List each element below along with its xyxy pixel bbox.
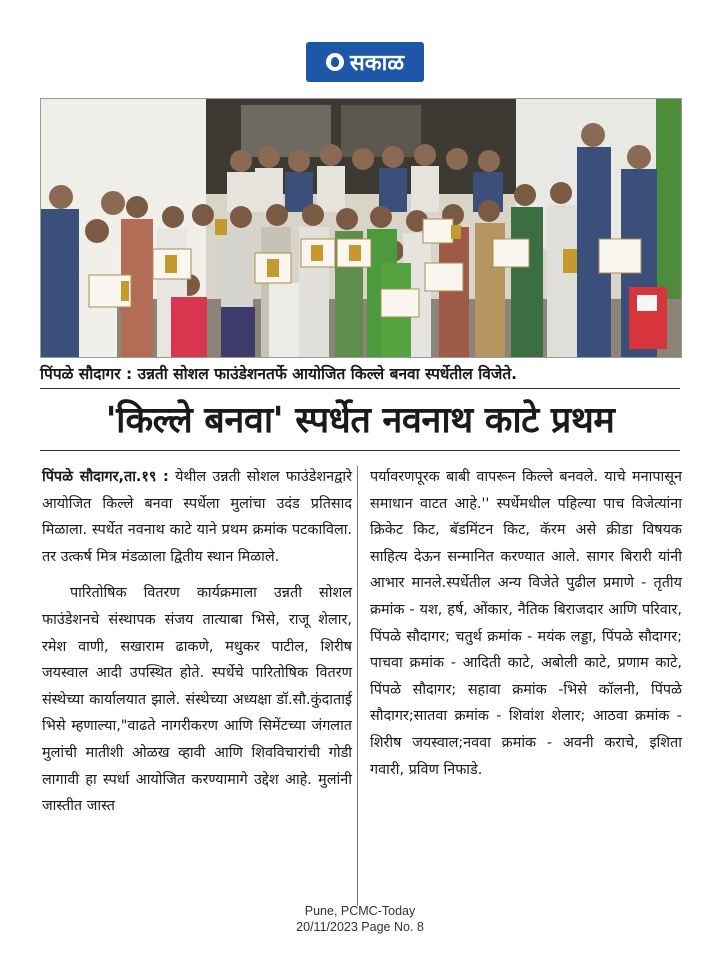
paragraph-1-text: येथील उन्नती सोशल फाउंडेशनद्वारे आयोजित किल्ले बनवा स्पर्धेला मुलांचा उदंड प्रतिसाद मिळाला. स्पर्धेत नवनाथ काटे याने प्रथम क्रमांक पटकाविला. तर उत्कर्ष मित्र मंडळाला द्वितीय स्थान मिळाले.: [42, 469, 352, 565]
headline-rule: [40, 450, 680, 451]
logo-text: सकाळ: [349, 51, 405, 76]
article-headline: 'किल्ले बनवा' स्पर्धेत नवनाथ काटे प्रथम: [105, 400, 615, 441]
sakal-emblem-icon: [326, 53, 344, 71]
article-paragraph-2: पारितोषिक वितरण कार्यक्रमाला उन्नती सोशल फाउंडेशनचे संस्थापक संजय तात्याबा भिसे, राजू शेलार, रमेश वाणी, सखाराम ढाकणे, मधुकर पाटील, शिरीष जयस्वाल आदी उपस्थित होते. स्पर्धेचे पारितोषिक वितरण संस्थेच्या कार्यालयात झाले. संस्थेच्या अध्यक्षा डॉ.सौ.कुंदाताई भिसे म्हणाल्या,"वाढते नागरीकरण आणि सिमेंटच्या जंगलात मुलांची मातीशी ओळख व्हावी आणि शिवविचारांची गोडी लागावी हा स्पर्धा आयोजित करण्यामागे उद्देश आहे. मुलांनी जास्तीत जास्त: [42, 585, 352, 815]
photo-caption: पिंपळे सौदागर : उन्नती सोशल फाउंडेशनतर्फे आयोजित किल्ले बनवा स्पर्धेतील विजेते.: [40, 365, 518, 383]
winners-group-photo: [40, 98, 682, 358]
article-paragraph-3: पर्यावरणपूरक बाबी वापरून किल्ले बनवले. याचे मनापासून समाधान वाटत आहे.'' स्पर्धेमधील पहिल्या पाच विजेत्यांना क्रिकेट किट, बॅडमिंटन किट, कॅरम असे क्रीडा विषयक साहित्य देऊन सन्मानित करण्यात आले. सागर बिरारी यांनी आभार मानले.स्पर्धेतील अन्य विजेते पुढील प्रमाणे - तृतीय क्रमांक - यश, हर्ष, ओंकार, नैतिक बिराजदार आणि परिवार, पिंपळे सौदागर; चतुर्थ क्रमांक - मयंक लड्डा, पिंपळे सौदागर; पाचवा क्रमांक - आदिती काटे, अबोली काटे, प्रणाम काटे, पिंपळे सौदागर; सहावा क्रमांक -भिसे कॉलनी, पिंपळे सौदागर;सातवा क्रमांक - शिवांश शेलार; आठवा क्रमांक - शिरीष जयस्वाल;नववा क्रमांक - अवनी कराचे, इशिता गवारी, प्रविण निफाडे.: [370, 469, 682, 778]
footer-edition: Pune, PCMC-Today: [304, 904, 416, 918]
article-column-right: [370, 464, 682, 783]
article-column-left: [42, 464, 352, 820]
caption-rule: [40, 388, 680, 389]
column-divider: [357, 466, 358, 906]
dateline: पिंपळे सौदागर,ता.१९ :: [42, 469, 169, 485]
article-paragraph: [42, 464, 352, 570]
sakal-logo: [306, 42, 424, 82]
group-photo-illustration: [41, 99, 681, 357]
footer-date-page: 20/11/2023 Page No. 8: [296, 920, 424, 934]
